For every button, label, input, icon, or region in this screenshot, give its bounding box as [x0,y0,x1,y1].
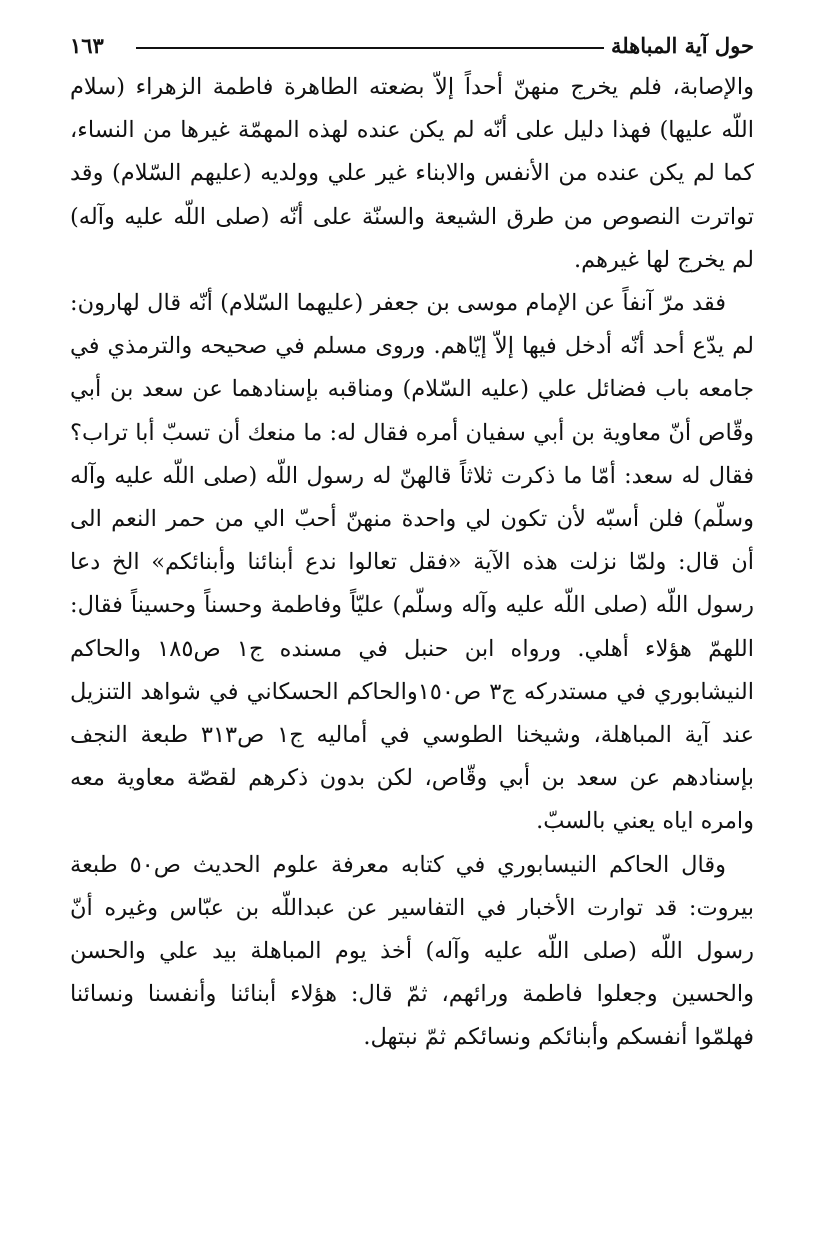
page-number: ١٦٣ [70,33,104,58]
paragraph: وقال الحاكم النيسابوري في كتابه معرفة علوم الحديث ص٥٠ طبعة بيروت: قد توارت الأخبار في التفاسير عن عبداللّه بن عبّاس وغيره أنّ رسول اللّه (صلى اللّه عليه وآله) أخذ يوم المباهلة بيد علي والحسن والحسين وجعلوا فاطمة ورائهم، ثمّ قال: هؤلاء أبنائنا وأنفسنا ونسائنا فهلمّوا أنفسكم وأبنائكم ونسائكم ثمّ نبتهل. [70,851,754,1051]
paragraph: والإصابة، فلم يخرج منهنّ أحداً إلاّ بضعته الطاهرة فاطمة الزهراء (سلام اللّه عليها) فهذا دليل على أنّه لم يكن عنده لهذه المهمّة غيرها من النساء، كما لم يكن عنده من الأنفس والابناء غير علي وولديه (عليهم السّلام) وقد تواترت النصوص من طرق الشيعة والسنّة على أنّه (صلى اللّه عليه وآله) لم يخرج لها غيرهم. [70,74,754,273]
book-page [70,28,754,1060]
header-rule [136,47,604,49]
running-title: حول آية المباهلة [610,33,754,58]
paragraph: فقد مرّ آنفاً عن الإمام موسى بن جعفر (عليهما السّلام) أنّه قال لهارون: لم يدّع أحد أنّه أدخل فيها إلاّ إيّاهم. وروى مسلم في صحيحه والترمذي في جامعه باب فضائل علي (عليه السّلام) ومناقبه بإسنادهما عن سعد بن أبي وقّاص أنّ معاوية بن أبي سفيان أمره فقال له: ما منعك أن تسبّ أبا تراب؟ فقال له سعد: أمّا ما ذكرت ثلاثاً قالهنّ له رسول اللّه (صلى اللّه عليه وآله وسلّم) فلن أسبّه لأن تكون لي واحدة منهنّ أحبّ الي من حمر النعم الى أن قال: ولمّا نزلت هذه الآية «فقل تعالوا ندع أبنائنا وأبنائكم» الخ دعا رسول اللّه (صلى اللّه عليه وآله وسلّم) عليّاً وفاطمة وحسناً وحسيناً فقال: اللهمّ هؤلاء أهلي. ورواه ابن حنبل في مسنده ج١ ص١٨٥ والحاكم النيشابوري في مستدركه ج٣ ص١٥٠والحاكم الحسكاني في شواهد التنزيل عند آية المباهلة، وشيخنا الطوسي في أماليه ج١ ص٣١٣ طبعة النجف بإسنادهم عن سعد بن أبي وقّاص، لكن بدون ذكرهم لقصّة معاوية معه وامره اياه يعني بالسبّ. [70,290,754,835]
running-header [70,28,754,64]
body-text [70,66,754,1060]
